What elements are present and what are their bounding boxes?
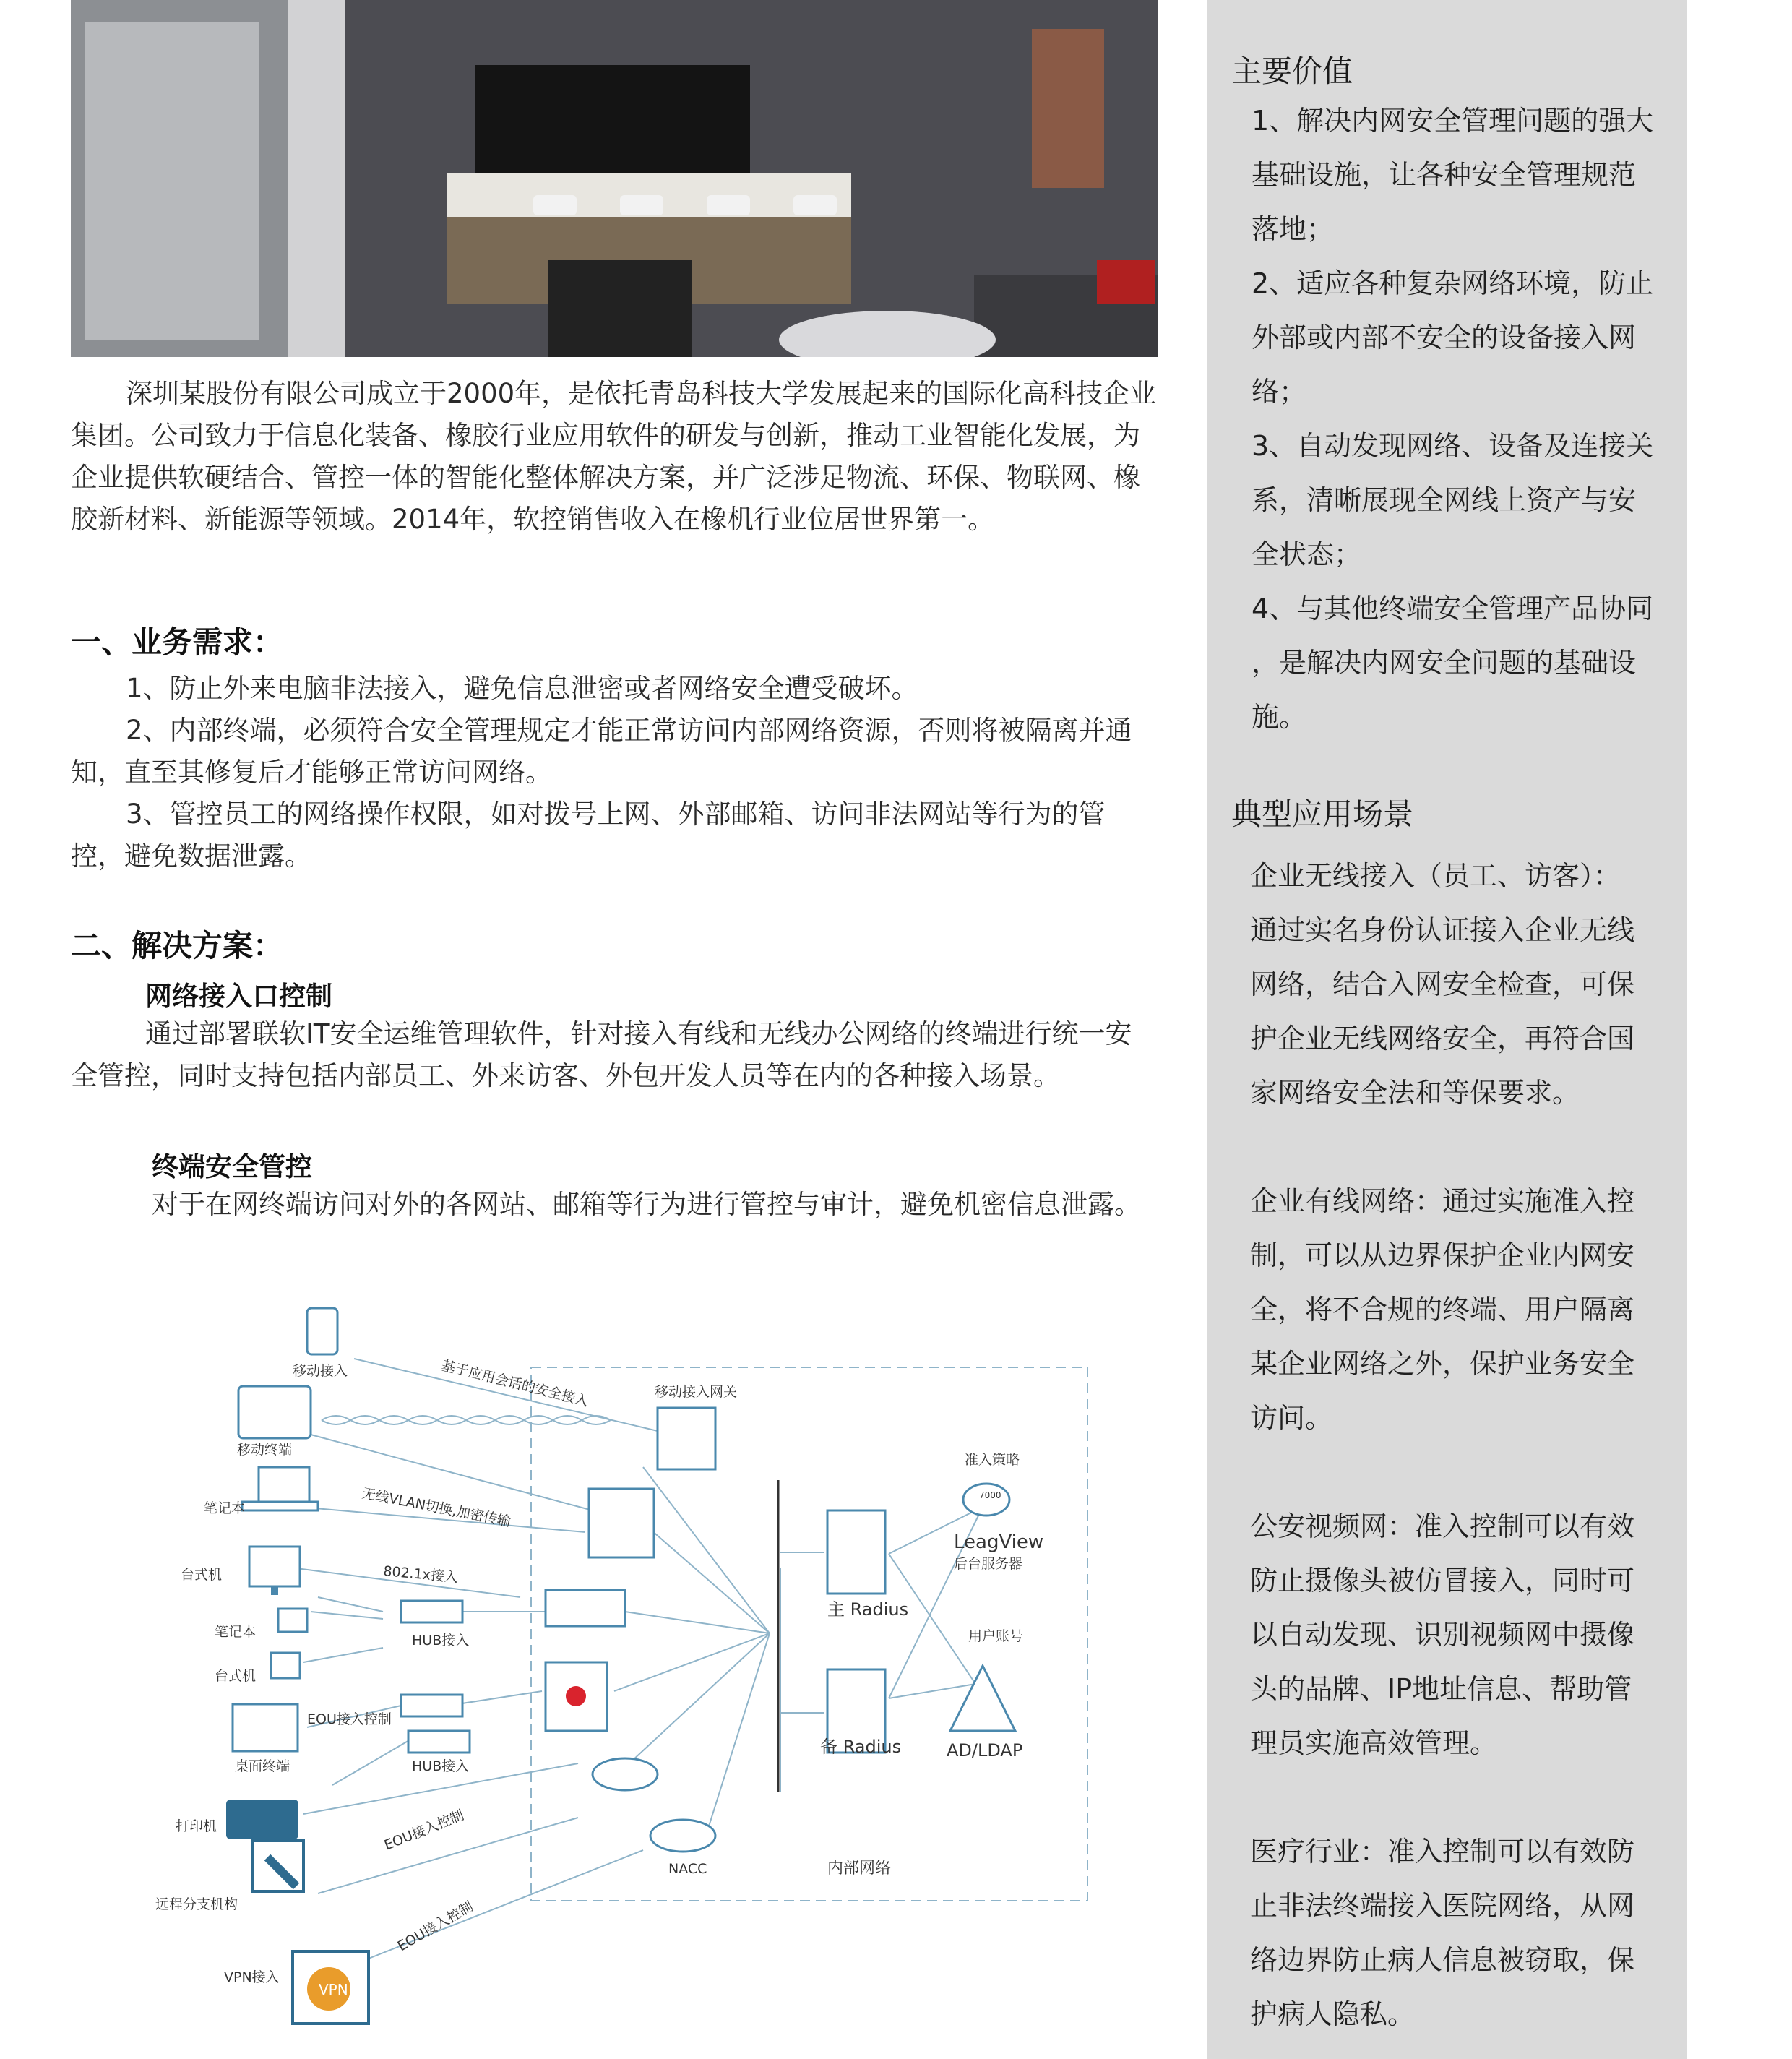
laptop-small-icon	[278, 1609, 307, 1632]
label-remote-branch: 远程分支机构	[155, 1896, 238, 1912]
desk-terminal-icon	[233, 1704, 298, 1751]
value-lines-line: 基础设施，让各种安全管理规范	[1252, 159, 1637, 191]
scene-title: 典型应用场景	[1231, 796, 1414, 832]
scene-lines-line: 头的品牌、IP地址信息、帮助管	[1250, 1673, 1632, 1705]
nacc-icon	[650, 1820, 715, 1852]
scene-lines-line: 公安视频网：准入控制可以有效	[1250, 1510, 1635, 1542]
scene-lines-line: 止非法终端接入医院网络，从网	[1250, 1890, 1635, 1922]
office-photo	[71, 0, 1158, 357]
desktop-icon	[249, 1547, 300, 1586]
scene-lines-line: 网络，结合入网安全检查，可保	[1250, 968, 1635, 1000]
router-icon	[593, 1758, 658, 1790]
label-nacc: NACC	[668, 1861, 707, 1877]
label-backup-radius: 备 Radius	[820, 1737, 902, 1757]
label-db: 7000	[979, 1490, 1001, 1500]
scene-lines-line: 护企业无线网络安全，再符合国	[1250, 1023, 1635, 1054]
label-leagview: LeagView	[954, 1531, 1044, 1553]
label-ad-ldap: AD/LDAP	[947, 1740, 1023, 1761]
value-lines-line: 施。	[1252, 701, 1307, 733]
label-hub-2: HUB接入	[412, 1758, 470, 1774]
label-app-session: 基于应用会话的安全接入	[439, 1357, 590, 1410]
label-backend: 后台服务器	[954, 1556, 1023, 1572]
sub2-text: 对于在网终端访问对外的各网站、邮箱等行为进行管控与审计，避免机密信息泄露。	[152, 1189, 1141, 1220]
value-lines-line: 全状态；	[1252, 538, 1362, 570]
sub1-title: 网络接入口控制	[145, 981, 332, 1012]
value-lines-line: 3、自动发现网络、设备及连接关	[1252, 430, 1654, 462]
sub1-text: 通过部署联软IT安全运维管理软件，针对接入有线和无线办公网络的终端进行统一安全管控，同时支持包括内部员工、外来访客、外包开发人员等在内的各种接入场景。	[71, 1018, 1132, 1091]
scene-lines-line: 家网络安全法和等保要求。	[1250, 1077, 1580, 1109]
value-lines-line: 系，清晰展现全网线上资产与安	[1252, 484, 1637, 516]
scene-lines-line: 防止摄像头被仿冒接入，同时可	[1250, 1565, 1635, 1596]
value-lines-line: 落地；	[1252, 213, 1335, 245]
label-mobile-terminal: 移动终端	[237, 1442, 293, 1458]
label-eou-2: EOU接入控制	[382, 1807, 467, 1854]
ldap-icon	[950, 1666, 1015, 1731]
label-laptop-1: 笔记本	[204, 1500, 246, 1516]
label-mobile-access: 移动接入	[293, 1363, 348, 1379]
sub2-title: 终端安全管控	[152, 1151, 312, 1182]
scene-lines-line: 企业无线接入（员工、访客）：	[1250, 860, 1621, 892]
req-item-2: 2、内部终端，必须符合安全管理规定才能正常访问内部网络资源，否则将被隔离并通知，直至其修复后才能够正常访问网络。	[71, 715, 1132, 788]
scene-lines-line: 医疗行业：准入控制可以有效防	[1250, 1836, 1635, 1867]
label-laptop-2: 笔记本	[215, 1624, 257, 1640]
scene-lines-line: 理员实施高效管理。	[1250, 1727, 1498, 1759]
value-lines-line: 外部或内部不安全的设备接入网	[1252, 322, 1637, 353]
main-radius-icon	[827, 1510, 885, 1594]
label-vpn-badge: VPN	[319, 1981, 348, 1998]
value-title: 主要价值	[1231, 53, 1353, 89]
label-vpn-access: VPN接入	[224, 1969, 280, 1985]
label-policy: 准入策略	[965, 1452, 1020, 1468]
label-eou-1: EOU接入控制	[307, 1711, 392, 1727]
tablet-icon	[238, 1386, 311, 1438]
value-lines-line: 1、解决内网安全管理问题的强大	[1252, 105, 1654, 137]
gateway-icon	[658, 1408, 715, 1469]
scene-lines-line: 企业有线网络：通过实施准入控	[1250, 1185, 1635, 1217]
req-item-3: 3、管控员工的网络操作权限，如对拨号上网、外部邮箱、访问非法网站等行为的管控，避免数据泄露。	[71, 799, 1106, 872]
label-user-account: 用户账号	[968, 1628, 1024, 1644]
hub-icon	[401, 1601, 462, 1622]
label-8021x: 802.1x接入	[382, 1563, 459, 1586]
label-internal-net: 内部网络	[827, 1860, 892, 1878]
mobile-phone-icon	[307, 1308, 337, 1354]
main-column	[71, 0, 1158, 1226]
value-lines-line: 4、与其他终端安全管理产品协同	[1252, 593, 1654, 624]
label-printer: 打印机	[176, 1818, 217, 1834]
scene-lines-line: 全，将不合规的终端、用户隔离	[1250, 1294, 1635, 1325]
scene-lines-line: 制，可以从边界保护企业内网安	[1250, 1239, 1635, 1271]
sidebar-panel	[1207, 0, 1687, 2059]
value-lines-line: ，是解决内网安全问题的基础设	[1252, 647, 1637, 679]
label-main-radius: 主 Radius	[827, 1599, 909, 1620]
hub-icon-2	[408, 1731, 470, 1753]
scene-lines-line: 通过实名身份认证接入企业无线	[1250, 914, 1635, 946]
label-hub-1: HUB接入	[412, 1633, 470, 1649]
network-diagram	[145, 1294, 1106, 2031]
scene-lines-line: 护病人隐私。	[1250, 1998, 1416, 2030]
desktop-small-icon	[271, 1653, 300, 1678]
value-lines-line: 络；	[1252, 376, 1307, 408]
printer-icon	[226, 1800, 298, 1839]
wireless-ap-icon	[589, 1489, 654, 1557]
label-desk-terminal: 桌面终端	[235, 1758, 290, 1774]
label-mobile-gateway: 移动接入网关	[655, 1384, 738, 1400]
scene-lines-line: 某企业网络之外，保护业务安全	[1250, 1348, 1635, 1380]
value-lines-line: 2、适应各种复杂网络环境，防止	[1252, 267, 1654, 299]
scene-lines-line: 访问。	[1250, 1402, 1333, 1434]
intro-paragraph: 深圳某股份有限公司成立于2000年，是依托青岛科技大学发展起来的国际化高科技企业集团。公司致力于信息化装备、橡胶行业应用软件的研发与创新，推动工业智能化发展，为企业提供软硬结合、管控一体的智能化整体解决方案，并广泛涉足物流、环保、物联网、橡胶新材料、新能源等领域。2014年，软控销售收入在橡机行业位居世界第一。	[71, 378, 1157, 535]
label-eou-3: EOU接入控制	[395, 1898, 476, 1955]
laptop-icon	[259, 1467, 309, 1502]
office-photo-illustration	[71, 0, 1158, 357]
label-wireless-vlan: 无线VLAN切换,加密传输	[361, 1485, 512, 1530]
scene-lines-line: 以自动发现、识别视频网中摄像	[1250, 1619, 1635, 1651]
req-item-1: 1、防止外来电脑非法接入，避免信息泄密或者网络安全遭受破坏。	[126, 673, 918, 704]
section1-title: 一、业务需求：	[71, 624, 284, 660]
scene-lines-line: 络边界防止病人信息被窃取，保	[1250, 1944, 1635, 1976]
switch-icon	[546, 1590, 625, 1626]
section2-title: 二、解决方案：	[71, 928, 284, 963]
label-desktop-1: 台式机	[181, 1567, 223, 1583]
label-desktop-2: 台式机	[215, 1668, 257, 1684]
